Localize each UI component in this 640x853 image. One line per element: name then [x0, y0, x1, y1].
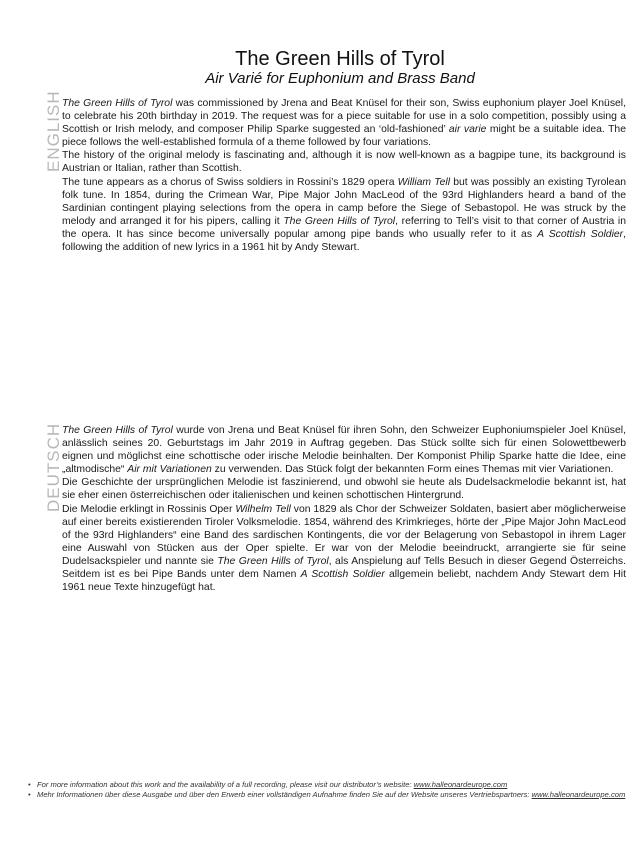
- paragraph: [62, 97, 626, 149]
- footer-notes: [28, 780, 628, 800]
- text-run: , following the addition of new lyrics in a 1961 hit by Andy Stewart.: [62, 228, 627, 254]
- footer-note-english: [28, 780, 628, 790]
- page-subtitle: Air Varié for Euphonium and Brass Band: [205, 70, 475, 87]
- italic-title: Wilhelm Tell: [235, 503, 291, 515]
- italic-title: A Scottish Soldier: [300, 569, 385, 581]
- footer-note-deutsch-text: Mehr Informationen über diese Ausgabe und über den Erwerb einer vollständigen Aufnahme finden Sie auf der Website unseres Vertriebspartners:: [37, 790, 532, 799]
- english-section: [62, 97, 626, 254]
- distributor-link-de[interactable]: www.halleonardeurope.com: [531, 790, 626, 799]
- paragraph: [62, 503, 626, 595]
- italic-title: Air mit Variationen: [127, 464, 212, 476]
- text-run: von 1829 als Chor der Schweizer Soldaten, basiert aber möglicherweise auf einer bereits existierenden Tiroler Volksmelodie. 1854, während des Krimkrieges, hörte der „Pipe Major John MacLeod of the 93rd Highlanders“ eine Band des sardischen Kontingents, die vor der Belagerung von Sebastopol in ihrem Lager eine Auswahl von Stücken aus der Oper spielte. Er war von der Melodie beeindruckt, arrangierte sie für seine Dudelsackspieler und nannte sie: [62, 503, 626, 567]
- italic-title: The Green Hills of Tyrol: [217, 555, 329, 567]
- text-run: was commissioned by Jrena and Beat Knüsel for their son, Swiss euphonium player Joel Knüsel, to celebrate his 20th birthday in 2019. The request was for a piece suitable for use in a solo competition, possibly using a Scottish or Irish melody, and composer Philip Sparke suggested an ‘old-fashioned’: [62, 98, 626, 136]
- italic-title: A Scottish Soldier: [537, 228, 624, 240]
- text-run: zu verwenden. Das Stück folgt der bekannten Form eines Themas mit vier Variationen.: [211, 464, 614, 476]
- footer-note-english-text: For more information about this work and the availability of a full recording, please visit our distributor’s website:: [37, 780, 414, 789]
- italic-title: The Green Hills of Tyrol: [283, 215, 396, 227]
- text-run: allgemein beliebt, nachdem Andy Stewart dem Hit 1961 neue Texte hinzugefügt hat.: [62, 569, 627, 594]
- distributor-link-en[interactable]: www.halleonardeurope.com: [413, 780, 508, 789]
- watermark-logo: [335, 570, 575, 810]
- language-label-english: ENGLISH: [44, 90, 63, 172]
- text-run: but was possibly an existing Tyrolean folk tune. In 1854, during the Crimean War, Pipe Major John MacLeod of the 93rd Highlanders heard a band of the Sardinian contingent playing selections from the opera in camp before the Siege of Sebastopol. He was struck by the melody and arranged it for his pipers, calling it: [62, 176, 626, 227]
- paragraph: [62, 149, 626, 175]
- text-run: The tune appears as a chorus of Swiss soldiers in Rossini’s 1829 opera: [62, 176, 398, 188]
- text-run: Die Melodie erklingt in Rossinis Oper: [62, 503, 236, 515]
- footer-note-deutsch: [28, 790, 628, 800]
- paragraph: [62, 476, 626, 502]
- text-run: , referring to Tell’s visit to that corner of Austria in the opera. It has since become universally popular among pipe bands who usually refer to it as: [62, 215, 626, 240]
- italic-title: William Tell: [397, 176, 451, 188]
- treble-clef-icon: [335, 570, 575, 810]
- paragraph: [62, 424, 626, 476]
- text-run: , als Anspielung auf Tells Besuch in dieser Gegend Österreichs. Seitdem ist es bei Pipe Bands unter dem Namen: [62, 555, 626, 581]
- italic-title: The Green Hills of Tyrol: [62, 98, 173, 109]
- deutsch-section: [62, 424, 626, 594]
- text-run: The history of the original melody is fascinating and, although it is now well-known as a bagpipe tune, its background is Austrian or Italian, rather than Scottish.: [62, 150, 626, 175]
- italic-title: The Green Hills of Tyrol: [62, 425, 173, 436]
- text-run: Die Geschichte der ursprünglichen Melodie ist faszinierend, und obwohl sie heute als Dudelsackmelodie bekannt ist, hat sie eher einen österreichischen oder italienischen und keinen schottischen Hintergrund.: [62, 477, 626, 502]
- page-title: The Green Hills of Tyrol: [235, 48, 445, 70]
- watermark-text: alle-noten.de: [470, 684, 532, 773]
- text-run: wurde von Jrena und Beat Knüsel für ihren Sohn, den Schweizer Euphoniumspieler Joel Knüsel, anlässlich seines 20. Geburtstags im Jahr 2019 in Auftrag gegeben. Das Stück sollte sich für einen Solowettbewerb eignen und möglichst eine schottische oder irische Melodie beinhalten. Der Komponist Philip Sparke hatte die Idee, eine „altmodische“: [62, 425, 626, 476]
- language-label-deutsch: DEUTSCH: [44, 422, 63, 512]
- text-run: might be a suitable idea. The piece follows the well-established formula of a theme followed by four variations.: [62, 124, 626, 149]
- italic-title: air varie: [448, 124, 487, 136]
- paragraph: [62, 176, 626, 255]
